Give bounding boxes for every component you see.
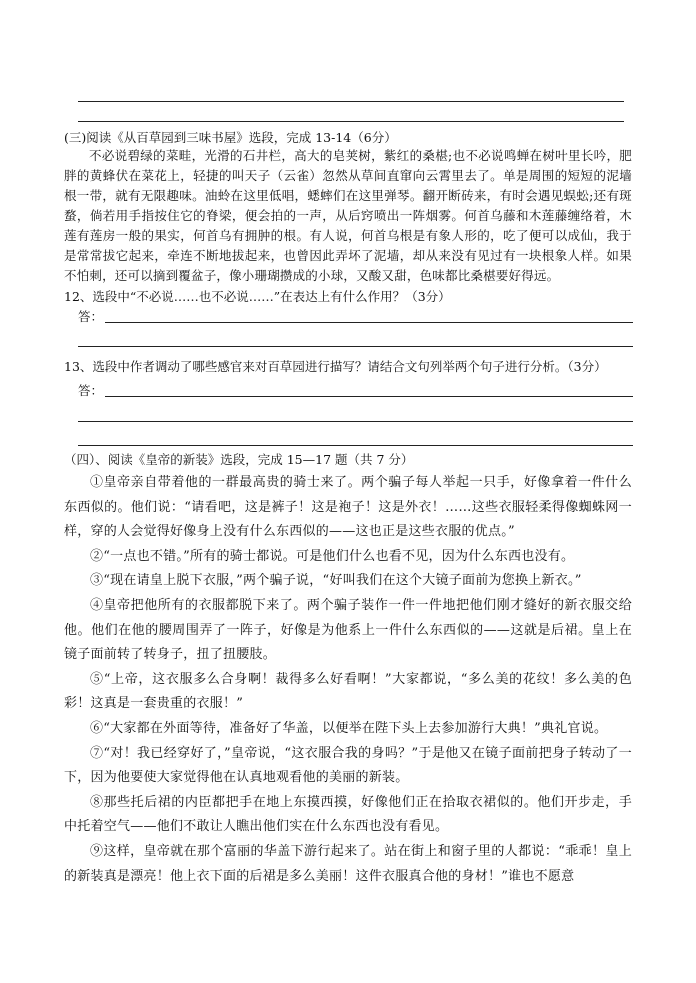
passage-paragraph: ⑧那些托后裙的内臣都把手在地上东摸西摸，好像他们正在拾取衣裙似的。他们开步走，手中托着空气——他们不敢让人瞧出他们实在什么东西也没有看见。 <box>64 794 632 835</box>
answer-line-13[interactable] <box>78 445 633 446</box>
answer-label-12: 答： <box>78 309 104 324</box>
passage-paragraph: ②“一点也不错。”所有的骑士都说。可是他们什么也看不见，因为什么东西也没有。 <box>90 548 575 564</box>
passage-paragraph: ①皇帝亲自带着他的一群最高贵的骑士来了。两个骗子每人举起一只手，好像拿着一件什么东西似的。他们说：“请看吧，这是裤子！这是袍子！这是外衣！……这些衣服轻柔得像蜘蛛网一样，穿的人会觉得好像身上没有什么东西似的——这也正是这些衣服的优点。” <box>64 475 632 540</box>
passage-paragraph: 不必说碧绿的菜畦，光滑的石井栏，高大的皂荚树，紫红的桑椹;也不必说鸣蝉在树叶里长吟，肥胖的黄蜂伏在菜花上，轻捷的叫天子（云雀）忽然从草间直窜向云霄里去了。单是周围的短短的泥墙根一带，就有无限趣味。油蛉在这里低唱，蟋蟀们在这里弹琴。翻开断砖来，有时会遇见蜈蚣;还有斑蝥，倘若用手指按住它的脊梁，便会拍的一声，从后窍喷出一阵烟雾。何首乌藤和木莲藤缠络着，木莲有莲房一般的果实，何首乌有拥肿的根。有人说，何首乌根是有象人形的，吃了便可以成仙，我于是常常拔它起来，牵连不断地拔起来，也曾因此弄坏了泥墙，却从来没有见过有一块根象人样。如果不怕刺，还可以摘到覆盆子，像小珊瑚攒成的小球，又酸又甜，色味都比桑椹要好得远。 <box>64 148 632 283</box>
section-3-title: (三)阅读《从百草园到三味书屋》选段，完成 13-14（6分） <box>64 130 397 145</box>
answer-line-12[interactable] <box>78 346 633 347</box>
section-4-passage <box>64 471 632 889</box>
question-13: 13、选段中作者调动了哪些感官来对百草园进行描写？请结合文句列举两个句子进行分析。（3分） <box>64 359 607 374</box>
question-12: 12、选段中“不必说……也不必说……”在表达上有什么作用？（3分） <box>64 289 451 304</box>
answer-label-13: 答： <box>78 383 104 398</box>
passage-paragraph: ④皇帝把他所有的衣服都脱下来了。两个骗子装作一件一件地把他们刚才缝好的新衣服交给他。他们在他的腰周围弄了一阵子，好像是为他系上一件什么东西似的——这就是后裙。皇上在镜子面前转了转身子，扭了扭腰肢。 <box>64 597 632 663</box>
section-4-title: （四）、阅读《皇帝的新装》选段，完成 15—17 题（共 7 分） <box>64 452 414 467</box>
answer-line-13[interactable] <box>105 396 633 397</box>
passage-paragraph: ⑥“大家都在外面等待，准备好了华盖，以便举在陛下头上去参加游行大典！”典礼官说。 <box>90 720 608 736</box>
answer-line <box>78 101 624 102</box>
passage-paragraph: ③“现在请皇上脱下衣服，”两个骗子说，“好叫我们在这个大镜子面前为您换上新衣。” <box>90 573 582 589</box>
answer-line-13[interactable] <box>78 421 633 422</box>
passage-paragraph: ⑦“对！我已经穿好了，”皇帝说，“这衣服合我的身吗？”于是他又在镜子面前把身子转动了一下，因为他要使大家觉得他在认真地观看他的美丽的新装。 <box>64 745 632 786</box>
passage-paragraph: ⑨这样，皇帝就在那个富丽的华盖下游行起来了。站在街上和窗子里的人都说：“乖乖！皇上的新装真是漂亮！他上衣下面的后裙是多么美丽！这件衣服真合他的身材！”谁也不愿意 <box>64 843 632 884</box>
section-3-passage <box>64 146 632 286</box>
answer-line-12[interactable] <box>105 322 633 323</box>
answer-line <box>78 121 624 122</box>
passage-paragraph: ⑤“上帝，这衣服多么合身啊！裁得多么好看啊！”大家都说，“多么美的花纹！多么美的色彩！这真是一套贵重的衣服！” <box>64 671 632 712</box>
